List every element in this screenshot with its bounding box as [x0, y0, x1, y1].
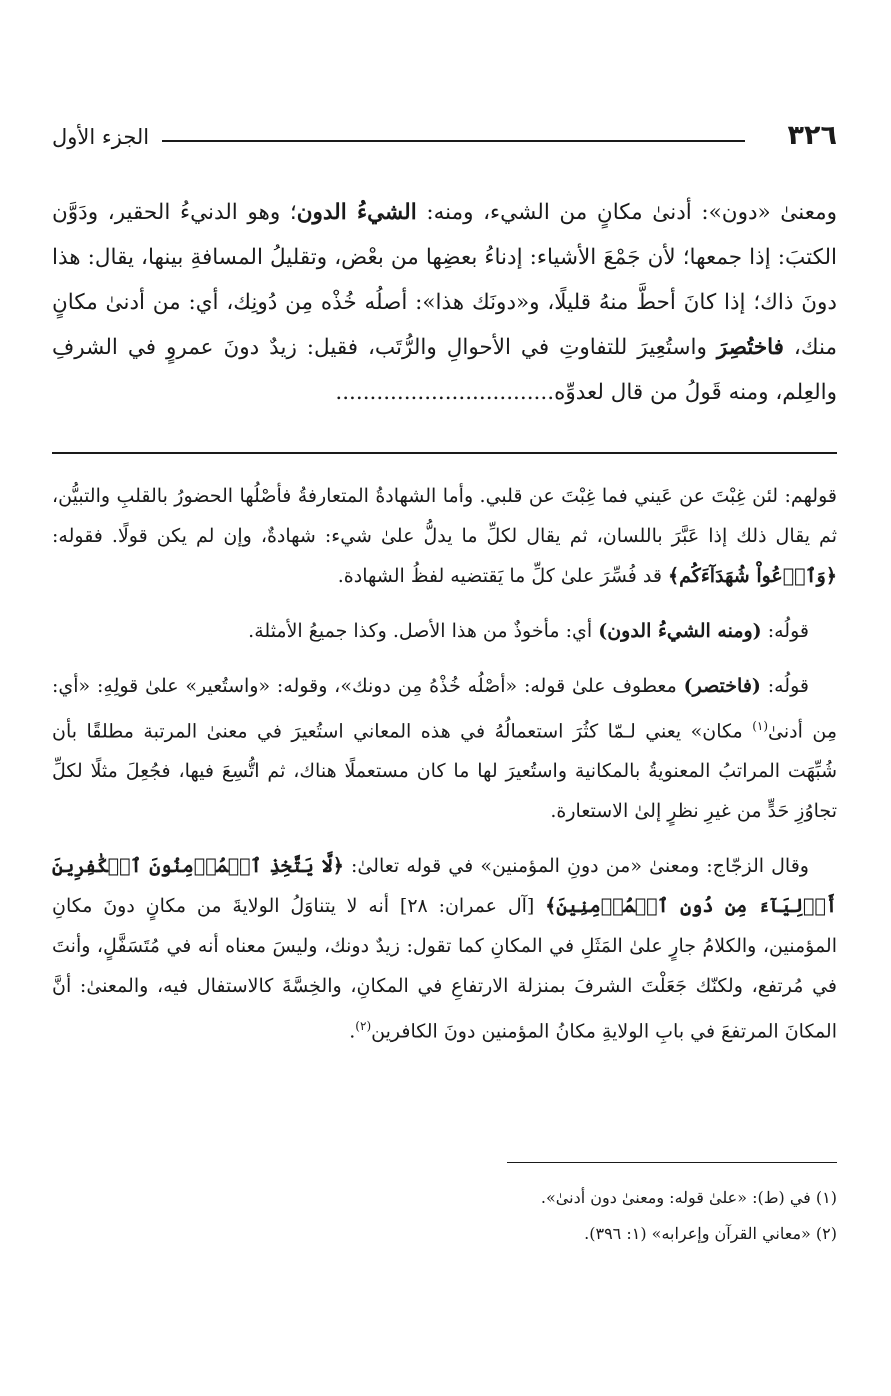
- commentary-paragraph-2: قولُه: (ومنه الشيءُ الدون) أي: مأخوذٌ من هذا الأصل. وكذا جميعُ الأمثلة.: [248, 620, 809, 642]
- footnote-ref-1: (١): [752, 719, 769, 733]
- book-page: [52, 0, 837, 1396]
- main-text: [52, 190, 837, 415]
- quran-verse: ﴿لَّا يَتَّخِذِ ٱلۡمُؤۡمِنُونَ ٱلۡكَٰفِرِينَ أَوۡلِيَآءَ مِن دُونِ ٱلۡمُؤۡمِنِينَ﴾: [52, 855, 837, 918]
- commentary-section: [52, 476, 837, 1067]
- header-rule: [162, 140, 745, 142]
- main-text-divider: [52, 452, 837, 454]
- footnote-1: (١) في (ط): «علىٰ قوله: ومعنىٰ دون أدنىٰ».: [540, 1188, 837, 1207]
- bold-term-dun: الشيءُ الدون: [296, 200, 417, 225]
- footnote-2: (٢) «معاني القرآن وإعرابه» (١: ٣٩٦).: [584, 1224, 837, 1243]
- quran-verse: ﴿وَٱدۡعُواْ شُهَدَآءَكُم﴾: [668, 565, 837, 587]
- footnote-ref-2: (٢): [355, 1019, 372, 1034]
- commentary-paragraph-4: وقال الزجّاج: ومعنىٰ «من دونِ المؤمنين» في قوله تعالىٰ: ﴿لَّا يَتَّخِذِ ٱلۡمُؤۡمِنُونَ ٱلۡكَٰفِرِينَ أَوۡلِيَآءَ مِن دُونِ ٱلۡمُؤۡمِنِينَ﴾ [آل عمران: ٢٨] أنه لا يتناوَلُ الولايةَ من مكانٍ دونَ مكانِ المؤمنين، والكلامُ جارٍ علىٰ المَثَلِ في المكانِ كما تقول: زيدٌ دونك، وليسَ معناه أنه في مُتَسَفَّلٍ، وأنتَ في مُرتفع، ولكنّك جَعَلْتَ الشرفَ بمنزلة الارتفاعِ في المكانِ، والخِسَّةَ كالاستفال فيه، والمعنىٰ: أنَّ المكانَ المرتفعَ في بابِ الولايةِ مكانُ المؤمنين دونَ الكافرين$^{(٢)}$.: [52, 855, 837, 1043]
- footnotes: [52, 1180, 837, 1252]
- bold-term-ikhtisar: فاختُصِرَ: [716, 335, 784, 360]
- commentary-paragraph-1: قولهم: لئن غِبْتَ عن عَيني فما غِبْتَ عن قلبي. وأما الشهادةُ المتعارفةُ فأصْلُها الحضورُ بالقلبِ والتبيُّن، ثم يقال ذلك إذا عَبَّرَ باللسان، ثم يقال لكلِّ ما يدلُّ علىٰ شيء: شهادةٌ، وإن لم يكن قولًا. فقوله: ﴿وَٱدۡعُواْ شُهَدَآءَكُم﴾ قد فُسِّرَ علىٰ كلِّ ما يَقتضيه لفظُ الشهادة.: [52, 485, 837, 587]
- running-title: الجزء الأول: [52, 125, 150, 149]
- quoted-lemma: (فاختصر): [683, 675, 761, 697]
- quoted-lemma: (ومنه الشيءُ الدون): [598, 620, 762, 642]
- main-paragraph: ومعنىٰ «دون»: أدنىٰ مكانٍ من الشيء، ومنه: الشيءُ الدون؛ وهو الدنيءُ الحقير، ودَوَّن الكتبَ: إذا جمعها؛ لأن جَمْعَ الأشياء: إدناءُ بعضِها من بعْض، وتقليلُ المسافةِ بينها، يقال: هذا دونَ ذاك؛ إذا كانَ أحطَّ منهُ قليلًا، و«دونَك هذا»: أصلُه خُذْه مِن دُونِك، أي: من أدنىٰ مكانٍ منك، فاختُصِرَ واستُعِيرَ للتفاوتِ في الأحوالِ والرُّتَب، فقيل: زيدٌ دونَ عمروٍ في الشرفِ والعِلم، ومنه قَولُ من قال لعدوِّه................................: [52, 200, 837, 405]
- page-number: ٣٢٦: [787, 120, 837, 151]
- commentary-paragraph-3: قولُه: (فاختصر) معطوف علىٰ قوله: «أصْلُه خُذْهُ مِن دونك»، وقوله: «واستُعير» علىٰ قولِهِ: «أي: مِن أدنىٰ$^{(١)}$ مكان» يعني لـمّا كثُرَ استعمالُهُ في هذه المعاني استُعيرَ في معنىٰ المرتبة مطلقًا بأن شُبِّهَت المراتبُ المعنويةُ بالمكانية واستُعيرَ لها ما كان مستعملًا هناك، ثم اتُّسِعَ فيها، فجُعِلَ مثلًا لكلِّ تجاوُزِ حَدٍّ من غيرِ نظرٍ إلىٰ الاستعارة.: [52, 675, 838, 823]
- footnote-divider: [507, 1162, 837, 1163]
- page-header: [52, 116, 837, 160]
- continuation-dots: ...............................: [335, 380, 548, 405]
